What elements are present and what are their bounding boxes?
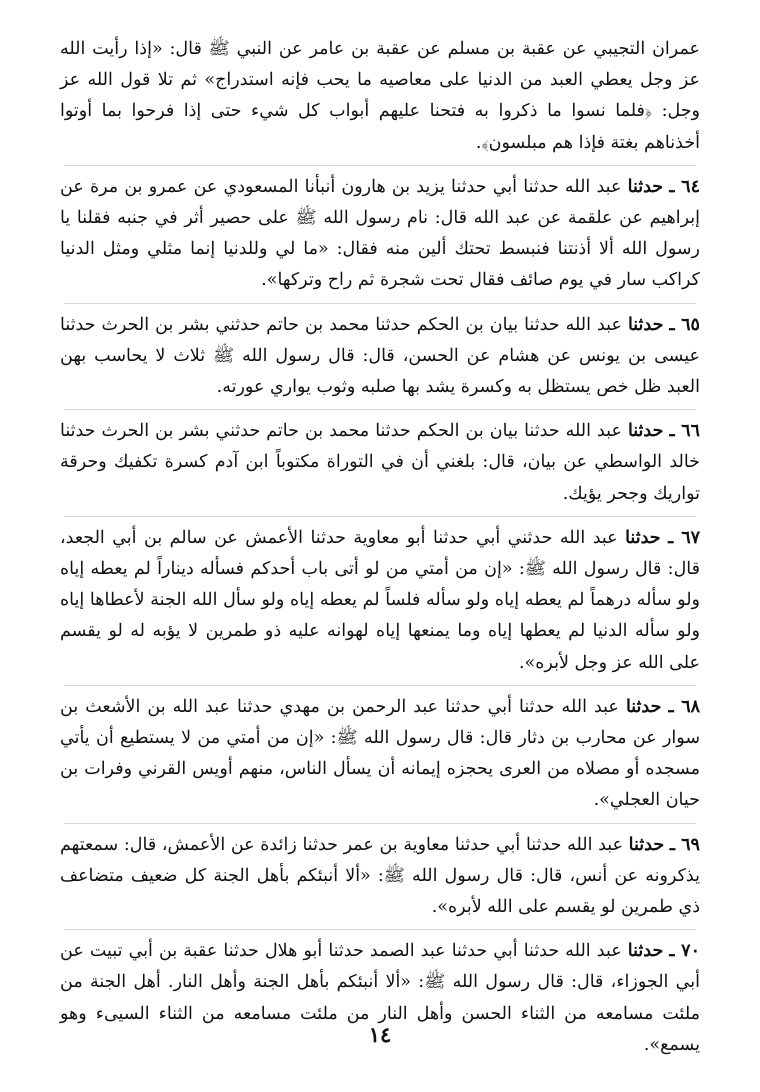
intro-paragraph: عمران التجيبي عن عقبة بن مسلم عن عقبة بن عامر عن النبي ﷺ قال: «إذا رأيت الله عز وجل يعطي العبد من الدنيا على معاصيه ما يحب فإنه استدراج» ثم تلا قول الله عز وجل: ﴿فلما نسوا ما ذكروا به فتحنا عليهم أبواب كل شيء حتى إذا فرحوا بما أوتوا أخذناهم بغتة فإذا هم مبلسون﴾. xyxy=(60,39,700,153)
hadith-65 xyxy=(60,310,700,404)
hadith-number: ٦٧ ـ xyxy=(668,527,700,548)
hadith-69 xyxy=(60,830,700,924)
hadith-67 xyxy=(60,523,700,679)
hadith-number: ٦٤ ـ xyxy=(669,176,700,197)
paragraph-divider xyxy=(64,823,696,824)
paragraph-divider xyxy=(64,685,696,686)
hadith-text: عبد الله حدثنا أبي حدثنا معاوية بن عمر حدثنا زائدة عن الأعمش، قال: سمعتهم يذكرونه عن أنس، قال: قال رسول الله ﷺ: «ألا أنبئكم بأهل الجنة كل ضعيف متضاعف ذي طمرين لو يقسم على الله لأبره». xyxy=(60,834,700,918)
hadith-number: ٧٠ ـ xyxy=(669,941,700,962)
hadith-opening: حدثنا xyxy=(625,527,661,548)
hadith-opening: حدثنا xyxy=(627,941,664,962)
hadith-66 xyxy=(60,416,700,510)
paragraph-divider xyxy=(64,516,696,517)
hadith-opening: حدثنا xyxy=(627,421,664,442)
paragraph-divider xyxy=(64,303,696,304)
page-number: ١٤ xyxy=(368,1022,392,1047)
hadith-number: ٦٦ ـ xyxy=(669,421,700,442)
hadith-opening: حدثنا xyxy=(628,834,665,855)
hadith-number: ٦٥ ـ xyxy=(669,314,700,335)
hadith-text: عبد الله حدثنا أبي حدثنا يزيد بن هارون أنبأنا المسعودي عن عمرو بن مرة عن إبراهيم عن علقمة عن عبد الله قال: نام رسول الله ﷺ على حصير أثر في جنبه فقلنا يا رسول الله ألا أذنتنا فنبسط تحتك ألين منه فقال: «ما لي وللدنيا إنما مثلي ومثل الدنيا كراكب سار في يوم صائف فقال تحت شجرة ثم راح وتركها». xyxy=(60,176,700,291)
paragraph-divider xyxy=(64,165,696,166)
hadith-text: عبد الله حدثنا أبي حدثنا عبد الرحمن بن مهدي حدثنا عبد الله بن الأشعث بن سوار عن محارب بن دثار قال: قال رسول الله ﷺ: «إن من أمتي من لا يستطيع أن يأتي مسجده أو مصلاه من العرى يحجزه إيمانه أن يسأل الناس، منهم أويس القرني وفرات بن حيان العجلي». xyxy=(60,696,700,811)
hadith-number: ٦٩ ـ xyxy=(669,834,700,855)
hadith-opening: حدثنا xyxy=(625,696,662,717)
hadith-opening: حدثنا xyxy=(627,176,664,197)
paragraph-divider xyxy=(64,409,696,410)
hadith-opening: حدثنا xyxy=(627,314,664,335)
paragraph-divider xyxy=(64,929,696,930)
hadith-text: عبد الله حدثنا أبي حدثنا عبد الصمد حدثنا أبو هلال حدثنا عقبة بن أبي تبيت عن أبي الجوزاء، قال: قال رسول الله ﷺ: «ألا أنبئكم بأهل الجنة وأهل النار. أهل الجنة من ملئت مسامعه من الثناء الحسن وأهل النار من ملئت مسامعه من الثناء السيىء وهو يسمع». xyxy=(60,941,700,1055)
hadith-text: عبد الله حدثنا بيان بن الحكم حدثنا محمد بن حاتم حدثني بشر بن الحرث حدثنا عيسى بن يونس عن هشام عن الحسن، قال: قال رسول الله ﷺ ثلاث لا يحاسب بهن العبد ظل خص يستظل به وكسرة يشد بها صلبه وثوب يواري عورته. xyxy=(60,314,700,398)
hadith-text: عبد الله حدثني أبي حدثنا أبو معاوية حدثنا الأعمش عن سالم بن أبي الجعد، قال: قال رسول الله ﷺ: «إن من أمتي من لو أتى باب أحدكم فسأله ديناراً لم يعطه إياه ولو سأله درهماً لم يعطه إياه ولو سأله فلساً لم يعطه إياه ولو سأل الله الجنة لأعطاها إياه ولو سأله الدنيا لم يعطها إياه وما يمنعها إياه لهوانه عليه ذو طمرين لا يؤبه له لو يقسم على الله عز وجل لأبره». xyxy=(60,527,700,673)
hadith-64 xyxy=(60,172,700,297)
page-body xyxy=(60,34,700,1061)
hadith-text: عبد الله حدثنا بيان بن الحكم حدثنا محمد بن حاتم حدثني بشر بن الحرث حدثنا خالد الواسطي عن بيان، قال: بلغني أن في التوراة مكتوباً ابن آدم كسرة تكفيك وحرقة تواريك وجحر يؤيك. xyxy=(60,421,700,504)
hadith-number: ٦٨ ـ xyxy=(668,696,700,717)
hadith-68 xyxy=(60,692,700,817)
